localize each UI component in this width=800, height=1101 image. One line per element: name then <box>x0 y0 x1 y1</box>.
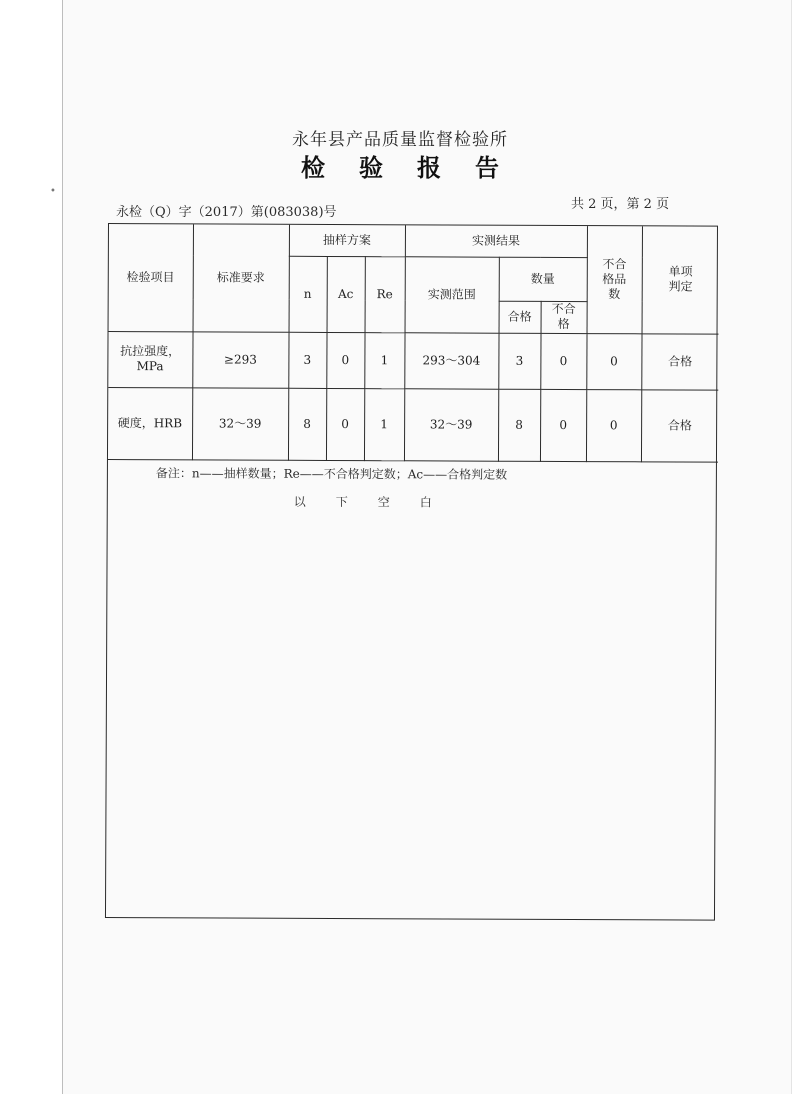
cell-item: 硬度，HRB <box>108 387 192 459</box>
report-frame <box>105 223 718 921</box>
cell-verdict: 合格 <box>641 333 718 389</box>
results-table <box>108 224 719 462</box>
table-row <box>108 387 718 462</box>
page-info: 共 2 页，第 2 页 <box>571 197 670 212</box>
cell-n: 3 <box>288 332 326 388</box>
report-title: 检验报告 <box>301 153 533 182</box>
table-row <box>108 331 718 390</box>
header-verdict: 单项判定 <box>642 226 719 333</box>
cell-range: 32～39 <box>404 388 498 460</box>
cell-unqualified-count: 0 <box>586 389 641 461</box>
cell-unqualified: 0 <box>540 389 586 461</box>
cell-re: 1 <box>364 332 404 388</box>
header-measured-range: 实测范围 <box>405 256 499 332</box>
cell-ac: 0 <box>326 332 364 388</box>
header-n: n <box>289 256 327 332</box>
cell-range: 293～304 <box>404 332 498 388</box>
cell-n: 8 <box>288 388 326 460</box>
cell-qualified: 8 <box>498 389 540 461</box>
cell-verdict: 合格 <box>641 389 718 461</box>
header-ac: Ac <box>327 256 365 332</box>
cell-qualified: 3 <box>498 333 540 389</box>
header-sampling-plan: 抽样方案 <box>289 225 405 257</box>
header-qualified: 合格 <box>499 301 541 333</box>
header-quantity: 数量 <box>499 257 587 301</box>
remarks: 备注：n——抽样数量；Re——不合格判定数；Ac——合格判定数 <box>155 466 508 482</box>
header-standard: 标准要求 <box>193 224 289 331</box>
cell-unqualified-count: 0 <box>586 333 641 389</box>
header-item: 检验项目 <box>109 224 193 331</box>
document-number: 永检（Q）字（2017）第(083038)号 <box>116 205 337 220</box>
cell-re: 1 <box>364 388 404 460</box>
cell-unqualified: 0 <box>540 333 586 389</box>
header-unqualified-count: 不合格品数 <box>587 226 642 333</box>
blank-note: 以下空白 <box>293 494 462 510</box>
cell-standard: 32～39 <box>192 387 288 459</box>
header-measured-results: 实测结果 <box>405 225 587 257</box>
cell-standard: ≥293 <box>192 331 288 387</box>
scan-speck: • <box>50 186 56 197</box>
header-re: Re <box>365 256 405 332</box>
cell-item: 抗拉强度，MPa <box>108 331 192 387</box>
organization-name: 永年县产品质量监督检验所 <box>292 130 508 150</box>
cell-ac: 0 <box>326 388 364 460</box>
header-unqualified: 不合格 <box>541 301 587 333</box>
